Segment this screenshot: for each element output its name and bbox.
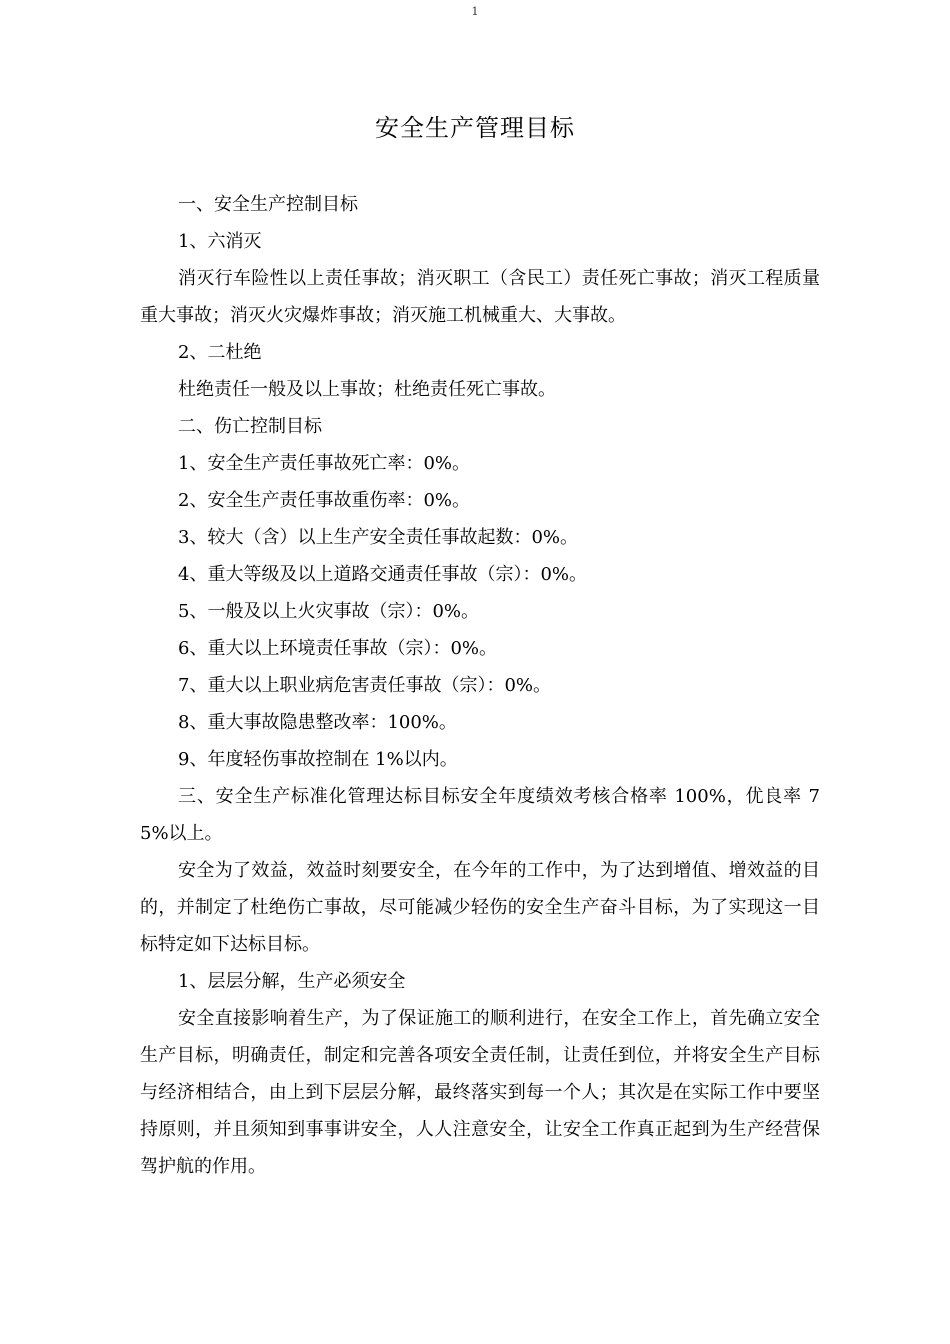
subheading-layered-breakdown: 1、层层分解，生产必须安全 xyxy=(178,971,406,992)
list-item: 1、安全生产责任事故死亡率：0%。 xyxy=(178,453,471,474)
document-body xyxy=(140,186,820,1185)
paragraph-six-eliminations: 消灭行车险性以上责任事故；消灭职工（含民工）责任死亡事故；消灭工程质量重大事故；消灭火灾爆炸事故；消灭施工机械重大、大事故。 xyxy=(140,268,820,326)
document-title: 安全生产管理目标 xyxy=(375,114,575,142)
paragraph-intro: 安全为了效益，效益时刻要安全，在今年的工作中，为了达到增值、增效益的目的，并制定了杜绝伤亡事故，尽可能减少轻伤的安全生产奋斗目标，为了实现这一目标特定如下达标目标。 xyxy=(140,860,820,955)
subheading-six-eliminations: 1、六消灭 xyxy=(178,231,262,252)
list-item: 9、年度轻伤事故控制在 1%以内。 xyxy=(178,749,458,770)
section-heading-standardization: 三、安全生产标准化管理达标目标安全年度绩效考核合格率 100%，优良率 75%以上。 xyxy=(140,786,820,844)
list-item: 6、重大以上环境责任事故（宗）：0%。 xyxy=(178,638,498,659)
paragraph-layered-breakdown: 安全直接影响着生产，为了保证施工的顺利进行，在安全工作上，首先确立安全生产目标，明确责任，制定和完善各项安全责任制，让责任到位，并将安全生产目标与经济相结合，由上到下层层分解，最终落实到每一个人；其次是在实际工作中要坚持原则，并且须知到事事讲安全，人人注意安全，让安全工作真正起到为生产经营保驾护航的作用。 xyxy=(140,1008,820,1177)
section-heading-casualty-targets: 二、伤亡控制目标 xyxy=(178,416,322,437)
list-item: 7、重大以上职业病危害责任事故（宗）：0%。 xyxy=(178,675,552,696)
list-item: 2、安全生产责任事故重伤率：0%。 xyxy=(178,490,471,511)
paragraph-two-eradications: 杜绝责任一般及以上事故；杜绝责任死亡事故。 xyxy=(178,379,556,400)
subheading-two-eradications: 2、二杜绝 xyxy=(178,342,262,363)
list-item: 8、重大事故隐患整改率：100%。 xyxy=(178,712,457,733)
list-item: 5、一般及以上火灾事故（宗）：0%。 xyxy=(178,601,480,622)
list-item: 4、重大等级及以上道路交通责任事故（宗）：0%。 xyxy=(178,564,588,585)
section-heading-control-targets: 一、安全生产控制目标 xyxy=(178,194,358,215)
list-item: 3、较大（含）以上生产安全责任事故起数：0%。 xyxy=(178,527,579,548)
page-number: 1 xyxy=(471,5,479,18)
